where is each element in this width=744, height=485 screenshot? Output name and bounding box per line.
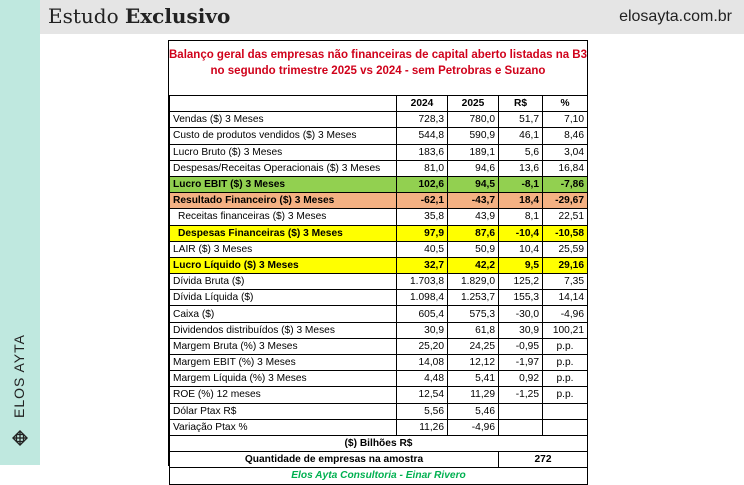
cell-v2025: 43,9 xyxy=(448,209,499,225)
unit-note: ($) Bilhões R$ xyxy=(170,435,588,451)
cell-pct: -10,58 xyxy=(543,225,588,241)
row-label: ROE (%) 12 meses xyxy=(170,387,397,403)
side-logo-text: ELOS AYTA xyxy=(11,334,27,418)
cell-pct: 7,35 xyxy=(543,274,588,290)
cell-v2025: 24,25 xyxy=(448,338,499,354)
table-title xyxy=(169,41,587,95)
sample-row xyxy=(170,452,588,468)
cell-rs xyxy=(499,419,543,435)
cell-v2025: 575,3 xyxy=(448,306,499,322)
row-label: Variação Ptax % xyxy=(170,419,397,435)
column-header xyxy=(170,96,397,112)
cell-rs: 5,6 xyxy=(499,144,543,160)
table-row xyxy=(170,176,588,192)
cell-v2025: 50,9 xyxy=(448,241,499,257)
table-row xyxy=(170,144,588,160)
cell-rs: 125,2 xyxy=(499,274,543,290)
cell-v2024: 25,20 xyxy=(397,338,448,354)
cell-pct xyxy=(543,419,588,435)
table-row xyxy=(170,355,588,371)
cell-v2024: 30,9 xyxy=(397,322,448,338)
side-logo xyxy=(0,330,40,450)
cell-v2025: 1.253,7 xyxy=(448,290,499,306)
sample-label: Quantidade de empresas na amostra xyxy=(170,452,499,468)
cell-v2025: -4,96 xyxy=(448,419,499,435)
column-header: % xyxy=(543,96,588,112)
header-row xyxy=(170,96,588,112)
table-row xyxy=(170,274,588,290)
cell-v2024: 35,8 xyxy=(397,209,448,225)
cell-rs: 9,5 xyxy=(499,257,543,273)
cell-v2024: 12,54 xyxy=(397,387,448,403)
cell-v2024: 5,56 xyxy=(397,403,448,419)
cell-pct: 29,16 xyxy=(543,257,588,273)
cell-v2024: 32,7 xyxy=(397,257,448,273)
table-row xyxy=(170,193,588,209)
table-row xyxy=(170,322,588,338)
brand-light: Estudo xyxy=(48,4,119,28)
cell-rs: -10,4 xyxy=(499,225,543,241)
cell-rs: 155,3 xyxy=(499,290,543,306)
row-label: Resultado Financeiro ($) 3 Meses xyxy=(170,193,397,209)
table-title-line2: no segundo trimestre 2025 vs 2024 - sem Petrobras e Suzano xyxy=(210,65,546,77)
cell-rs: 10,4 xyxy=(499,241,543,257)
table-row xyxy=(170,387,588,403)
cell-v2024: 81,0 xyxy=(397,160,448,176)
cell-v2024: 1.098,4 xyxy=(397,290,448,306)
row-label: Dividendos distribuídos ($) 3 Meses xyxy=(170,322,397,338)
row-label: Margem EBIT (%) 3 Meses xyxy=(170,355,397,371)
column-header: 2024 xyxy=(397,96,448,112)
row-label: Margem Bruta (%) 3 Meses xyxy=(170,338,397,354)
balance-table xyxy=(169,95,588,485)
row-label: Margem Líquida (%) 3 Meses xyxy=(170,371,397,387)
cell-rs: 18,4 xyxy=(499,193,543,209)
cell-pct: 22,51 xyxy=(543,209,588,225)
unit-note-row xyxy=(170,435,588,451)
cell-pct: -4,96 xyxy=(543,306,588,322)
cell-pct: 14,14 xyxy=(543,290,588,306)
row-label: Dívida Líquida ($) xyxy=(170,290,397,306)
cell-rs: 0,92 xyxy=(499,371,543,387)
row-label: Lucro EBIT ($) 3 Meses xyxy=(170,176,397,192)
cell-rs: 30,9 xyxy=(499,322,543,338)
cell-rs: 51,7 xyxy=(499,112,543,128)
cell-pct: -7,86 xyxy=(543,176,588,192)
cell-v2024: 97,9 xyxy=(397,225,448,241)
cell-v2025: 42,2 xyxy=(448,257,499,273)
cell-pct: p.p. xyxy=(543,338,588,354)
cell-pct xyxy=(543,403,588,419)
cell-v2025: 61,8 xyxy=(448,322,499,338)
cell-rs xyxy=(499,403,543,419)
cell-pct: 3,04 xyxy=(543,144,588,160)
table-row xyxy=(170,209,588,225)
cell-rs: -8,1 xyxy=(499,176,543,192)
table-row xyxy=(170,419,588,435)
row-label: Despesas Financeiras ($) 3 Meses xyxy=(170,225,397,241)
column-header: R$ xyxy=(499,96,543,112)
cell-pct: 8,46 xyxy=(543,128,588,144)
cell-v2024: -62,1 xyxy=(397,193,448,209)
table-row xyxy=(170,306,588,322)
table-row xyxy=(170,241,588,257)
cell-v2025: 12,12 xyxy=(448,355,499,371)
cell-pct: 16,84 xyxy=(543,160,588,176)
cell-pct: 25,59 xyxy=(543,241,588,257)
table-row xyxy=(170,128,588,144)
brand-bold: Exclusivo xyxy=(124,4,231,28)
row-label: Dólar Ptax R$ xyxy=(170,403,397,419)
table-row xyxy=(170,371,588,387)
cell-v2025: -43,7 xyxy=(448,193,499,209)
cell-v2024: 102,6 xyxy=(397,176,448,192)
table-title-line1: Balanço geral das empresas não financeiras de capital aberto listadas na B3 xyxy=(169,49,588,61)
cell-v2025: 5,46 xyxy=(448,403,499,419)
balance-sheet xyxy=(168,40,588,482)
sample-value: 272 xyxy=(499,452,588,468)
row-label: Lucro Bruto ($) 3 Meses xyxy=(170,144,397,160)
table-row xyxy=(170,112,588,128)
brand-title xyxy=(48,4,230,28)
credit-text: Elos Ayta Consultoria - Einar Rivero xyxy=(170,468,588,484)
cell-v2024: 605,4 xyxy=(397,306,448,322)
cell-rs: -1,25 xyxy=(499,387,543,403)
credit-row xyxy=(170,468,588,484)
cell-v2024: 728,3 xyxy=(397,112,448,128)
row-label: Despesas/Receitas Operacionais ($) 3 Meses xyxy=(170,160,397,176)
table-row xyxy=(170,290,588,306)
cell-pct: p.p. xyxy=(543,371,588,387)
cell-rs: 46,1 xyxy=(499,128,543,144)
row-label: Receitas financeiras ($) 3 Meses xyxy=(170,209,397,225)
cell-rs: -30,0 xyxy=(499,306,543,322)
row-label: Vendas ($) 3 Meses xyxy=(170,112,397,128)
cell-pct: p.p. xyxy=(543,387,588,403)
cell-v2024: 4,48 xyxy=(397,371,448,387)
cell-v2025: 11,29 xyxy=(448,387,499,403)
cell-pct: 100,21 xyxy=(543,322,588,338)
table-row xyxy=(170,160,588,176)
cell-rs: 13,6 xyxy=(499,160,543,176)
row-label: Custo de produtos vendidos ($) 3 Meses xyxy=(170,128,397,144)
cell-pct: 7,10 xyxy=(543,112,588,128)
row-label: Lucro Líquido ($) 3 Meses xyxy=(170,257,397,273)
cell-v2024: 183,6 xyxy=(397,144,448,160)
cell-v2025: 94,5 xyxy=(448,176,499,192)
row-label: Dívida Bruta ($) xyxy=(170,274,397,290)
cell-v2025: 780,0 xyxy=(448,112,499,128)
cell-rs: 8,1 xyxy=(499,209,543,225)
cell-rs: -0,95 xyxy=(499,338,543,354)
cell-pct: p.p. xyxy=(543,355,588,371)
cell-v2024: 544,8 xyxy=(397,128,448,144)
cell-v2025: 94,6 xyxy=(448,160,499,176)
cell-v2024: 40,5 xyxy=(397,241,448,257)
table-row xyxy=(170,257,588,273)
cell-v2025: 590,9 xyxy=(448,128,499,144)
cell-v2024: 14,08 xyxy=(397,355,448,371)
table-row xyxy=(170,338,588,354)
cell-v2025: 5,41 xyxy=(448,371,499,387)
row-label: LAIR ($) 3 Meses xyxy=(170,241,397,257)
cell-pct: -29,67 xyxy=(543,193,588,209)
cell-v2025: 87,6 xyxy=(448,225,499,241)
cell-v2025: 1.829,0 xyxy=(448,274,499,290)
column-header: 2025 xyxy=(448,96,499,112)
table-row xyxy=(170,225,588,241)
cell-v2025: 189,1 xyxy=(448,144,499,160)
cell-v2024: 1.703,8 xyxy=(397,274,448,290)
row-label: Caixa ($) xyxy=(170,306,397,322)
site-url[interactable]: elosayta.com.br xyxy=(619,8,732,25)
cell-rs: -1,97 xyxy=(499,355,543,371)
table-row xyxy=(170,403,588,419)
cell-v2024: 11,26 xyxy=(397,419,448,435)
logo-knot-icon xyxy=(12,430,28,446)
